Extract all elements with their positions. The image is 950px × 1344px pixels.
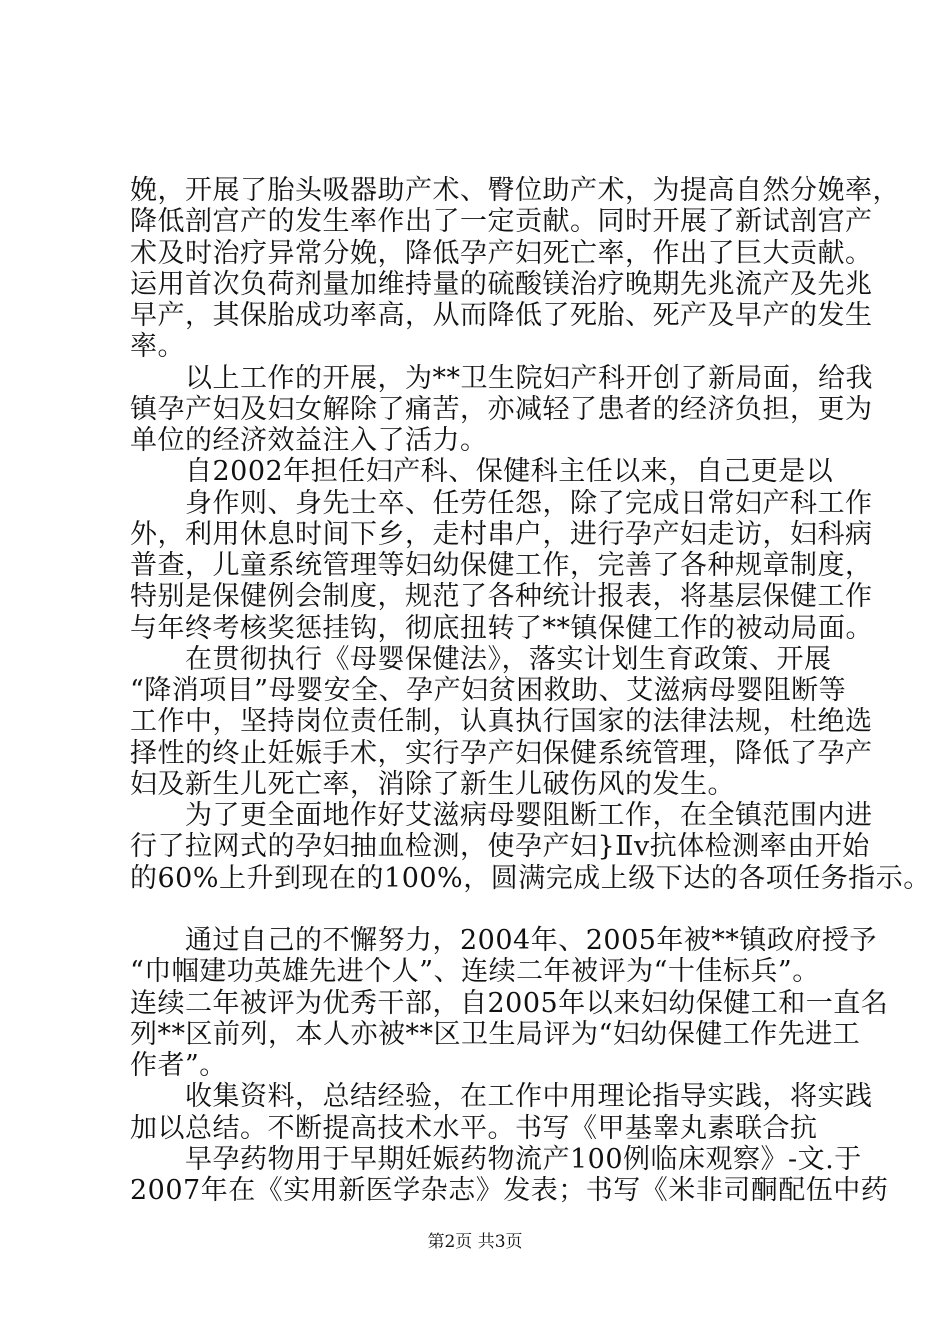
- text-line: 娩，开展了胎头吸器助产术、臀位助产术，为提高自然分娩率，: [130, 175, 900, 206]
- text-line: 妇及新生儿死亡率，消除了新生儿破伤风的发生。: [130, 769, 735, 800]
- text-line: 单位的经济效益注入了活力。: [130, 425, 488, 456]
- text-line: 列**区前列，本人亦被**区卫生局评为“妇幼保健工作先进工: [130, 1019, 861, 1050]
- text-line: 行了拉网式的孕妇抽血检测，使孕产妇}Ⅱv抗体检测率由开始: [130, 831, 870, 862]
- text-line: 连续二年被评为优秀干部，自2005年以来妇幼保健工和一直名: [130, 988, 889, 1019]
- text-line: 工作中，坚持岗位责任制，认真执行国家的法律法规，杜绝选: [130, 706, 873, 737]
- text-line: 择性的终止妊娠手术，实行孕产妇保健系统管理，降低了孕产: [130, 738, 873, 769]
- text-line: 2007年在《实用新医学杂志》发表；书写《米非司酮配伍中药: [130, 1175, 889, 1206]
- text-line: 率。: [130, 331, 185, 362]
- text-line: 早产，其保胎成功率高，从而降低了死胎、死产及早产的发生: [130, 300, 873, 331]
- text-line: 外，利用休息时间下乡，走村串户，进行孕产妇走访，妇科病: [130, 519, 873, 550]
- text-line: 术及时治疗异常分娩，降低孕产妇死亡率，作出了巨大贡献。: [130, 238, 873, 269]
- text-line: 加以总结。不断提高技术水平。书写《甲基睾丸素联合抗: [130, 1113, 818, 1144]
- text-line: 镇孕产妇及妇女解除了痛苦，亦减轻了患者的经济负担，更为: [130, 394, 873, 425]
- text-line: 以上工作的开展，为**卫生院妇产科开创了新局面，给我: [130, 363, 873, 394]
- text-line: 与年终考核奖惩挂钩，彻底扭转了**镇保健工作的被动局面。: [130, 613, 873, 644]
- text-line: 普查，儿童系统管理等妇幼保健工作，完善了各种规章制度，: [130, 550, 873, 581]
- text-line: 作者”。: [130, 1050, 227, 1081]
- text-line: 在贯彻执行《母婴保健法》，落实计划生育政策、开展: [130, 644, 832, 675]
- text-line: 的60%上升到现在的100%，圆满完成上级下达的各项任务指示。: [130, 863, 931, 894]
- text-line: 收集资料，总结经验，在工作中用理论指导实践，将实践: [130, 1081, 873, 1112]
- text-line: “降消项目”母婴安全、孕产妇贫困救助、艾滋病母婴阻断等: [130, 675, 847, 706]
- page-footer: 第2页 共3页: [427, 1232, 523, 1252]
- text-line: 为了更全面地作好艾滋病母婴阻断工作，在全镇范围内进: [130, 800, 873, 831]
- text-line: 通过自己的不懈努力，2004年、2005年被**镇政府授予: [130, 925, 877, 956]
- text-line: 身作则、身先士卒、任劳任怨，除了完成日常妇产科工作: [130, 488, 873, 519]
- text-line: 早孕药物用于早期妊娠药物流产100例临床观察》-文.于: [130, 1144, 862, 1175]
- text-line: “巾帼建功英雄先进个人”、连续二年被评为“十佳标兵”。: [130, 956, 820, 987]
- text-line: 自2002年担任妇产科、保健科主任以来，自己更是以: [130, 456, 834, 487]
- text-line: 特别是保健例会制度，规范了各种统计报表，将基层保健工作: [130, 581, 873, 612]
- text-line: 运用首次负荷剂量加维持量的硫酸镁治疗晚期先兆流产及先兆: [130, 269, 873, 300]
- text-line: 降低剖宫产的发生率作出了一定贡献。同时开展了新试剖宫产: [130, 206, 873, 237]
